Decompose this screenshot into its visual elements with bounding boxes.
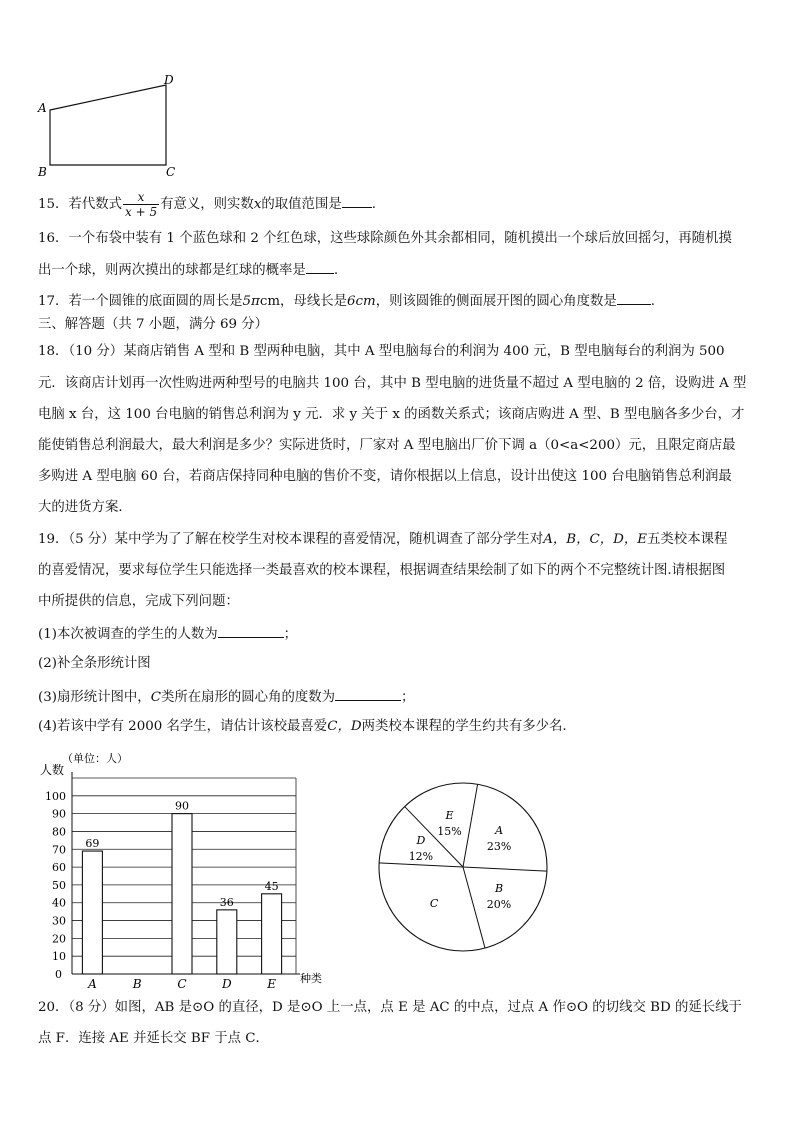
bar-category-label: B xyxy=(132,977,142,990)
bar-xlabel: 种类 xyxy=(300,972,322,985)
bar-category-label: A xyxy=(88,977,97,990)
bar-category-label: D xyxy=(221,977,232,990)
vertex-a-label: A xyxy=(38,101,47,115)
bar-c xyxy=(172,814,192,974)
q17-slant: 6cm xyxy=(347,294,376,309)
bar-d xyxy=(217,910,237,974)
question-18-line-1: 18．（10 分）某商店销售 A 型和 B 型两种电脑，其中 A 型电脑每台的利润为 400 元，B 型电脑每台的利润为 500 xyxy=(38,344,725,359)
question-18-line-2: 元．该商店计划再一次性购进两种型号的电脑共 100 台，其中 B 型电脑的进货量不超过 A 型电脑的 2 倍，设购进 A 型 xyxy=(38,376,747,391)
question-19-line-2: 的喜爱情况，要求每位学生只能选择一类最喜欢的校本课程，根据调查结果绘制了如下的两个不完整统计图.请根据图 xyxy=(38,563,726,578)
question-19-line-3: 中所提供的信息，完成下列问题： xyxy=(38,594,239,609)
q19-sub4c: 两类校本课程的学生约共有多少名. xyxy=(361,719,567,734)
quadrilateral-shape xyxy=(50,85,166,165)
q17-answer-blank[interactable] xyxy=(617,290,651,305)
vertex-c-label: C xyxy=(166,165,176,179)
bar-ytick-label: 40 xyxy=(52,896,66,910)
question-18-line-4: 能使销售总利润最大，最大利润是多少？实际进货时，厂家对 A 型电脑出厂价下调 a（0<a<200）元，且限定商店最 xyxy=(38,438,736,453)
q19-sub4b: C，D xyxy=(327,719,362,734)
q15-end: . xyxy=(371,197,376,212)
q17-mid: ，母线长是 xyxy=(280,294,347,309)
question-18-line-6: 大的进货方案． xyxy=(38,500,132,515)
quadrilateral-figure xyxy=(30,72,190,182)
bar-ytick-label: 60 xyxy=(52,861,66,875)
question-17 xyxy=(38,290,655,312)
bar-value-label: 45 xyxy=(264,879,279,893)
bar-ytick-label: 70 xyxy=(52,843,66,857)
q15-answer-blank[interactable] xyxy=(342,193,372,208)
bar-chart xyxy=(30,750,350,990)
question-15 xyxy=(38,190,376,219)
q19-sub3c: 类所在扇形的圆心角的度数为 xyxy=(160,690,336,705)
bar-ytick-label: 80 xyxy=(52,825,66,839)
bar-ytick-label: 20 xyxy=(52,932,66,946)
q16-answer-blank[interactable] xyxy=(306,259,334,274)
q19-line1a: 19．（5 分）某中学为了了解在校学生对校本课程的喜爱情况，随机调查了部分学生对 xyxy=(38,532,544,547)
bar-value-label: 90 xyxy=(175,799,189,813)
q19-subquestion-3 xyxy=(38,686,414,708)
bar-value-label: 69 xyxy=(85,837,100,851)
question-20-line-1: 20．（8 分）如图，AB 是⊙O 的直径，D 是⊙O 上一点，点 E 是 AC 的中点，过点 A 作⊙O 的切线交 BD 的延长线于 xyxy=(38,1000,742,1015)
pie-slice-label-a: A xyxy=(495,824,504,838)
pie-slice-pct-e: 15% xyxy=(437,824,462,838)
q19-sub1-blank[interactable] xyxy=(218,623,284,638)
bar-ytick-label: 30 xyxy=(52,914,66,928)
q19-line1c: 五类校本课程 xyxy=(647,532,728,547)
q19-subquestion-2: (2)补全条形统计图 xyxy=(38,656,151,671)
bar-unit-label: （单位：人） xyxy=(62,752,128,765)
q15-mid: 有意义，则实数 xyxy=(160,197,254,212)
pie-slice-pct-b: 20% xyxy=(486,897,512,911)
bar-e xyxy=(262,894,282,974)
bar-ytick-label: 10 xyxy=(52,950,66,964)
pie-chart xyxy=(372,776,554,958)
q19-sub3a: (3)扇形统计图中， xyxy=(38,690,151,705)
q19-sub4a: (4)若该中学有 2000 名学生，请估计该校最喜爱 xyxy=(38,719,328,734)
q19-sub1-text: (1)本次被调查的学生的人数为 xyxy=(38,627,218,642)
bar-category-label: C xyxy=(177,977,187,990)
q17-unit: cm xyxy=(259,294,281,309)
q19-sub1-end: ； xyxy=(283,627,298,642)
pie-slice-label-b: B xyxy=(494,881,504,895)
q19-categories: A，B，C，D，E xyxy=(543,532,648,547)
q17-circumference: 5π xyxy=(242,294,260,309)
q19-sub3-blank[interactable] xyxy=(335,686,401,701)
q15-prefix: 15．若代数式 xyxy=(38,197,122,212)
q15-frac-den: x + 5 xyxy=(125,205,158,219)
q17-suffix: ，则该圆锥的侧面展开图的圆心角度数是 xyxy=(375,294,617,309)
q15-suffix: 的取值范围是 xyxy=(261,197,342,212)
pie-slice-pct-a: 23% xyxy=(486,840,512,854)
vertex-b-label: B xyxy=(38,165,47,179)
q15-frac-num: x xyxy=(123,190,159,205)
q16-text: 出一个球，则两次摸出的球都是红球的概率是 xyxy=(38,263,306,278)
pie-slice-label-d: D xyxy=(416,833,426,847)
bar-ytick-label: 90 xyxy=(52,807,66,821)
bar-value-label: 36 xyxy=(219,895,234,909)
pie-slice-pct-d: 12% xyxy=(408,849,434,863)
bar-ytick-label: 100 xyxy=(45,789,66,803)
bar-origin-label: 0 xyxy=(55,968,62,981)
pie-slice-label-c: C xyxy=(429,897,439,911)
question-19-line-1 xyxy=(38,530,727,550)
question-16-line-2 xyxy=(38,259,338,281)
question-18-line-5: 多购进 A 型电脑 60 台，若商店保持同种电脑的售价不变，请你根据以上信息，设计出使这 100 台电脑销售总利润最 xyxy=(38,469,732,484)
q19-subquestion-4 xyxy=(38,717,567,737)
q19-sub3-end: ； xyxy=(401,690,415,705)
q17-end: . xyxy=(650,294,656,309)
q19-subquestion-1 xyxy=(38,623,297,645)
q15-fraction xyxy=(123,190,159,219)
bar-ylabel: 人数 xyxy=(40,763,65,777)
question-20-line-2: 点 F．连接 AE 并延长交 BF 于点 C． xyxy=(38,1031,269,1046)
bar-category-label: E xyxy=(267,977,276,990)
question-16-line-1: 16．一个布袋中装有 1 个蓝色球和 2 个红色球，这些球除颜色外其余都相同，随机摸出一个球后放回摇匀，再随机摸 xyxy=(38,231,732,246)
section-3-heading: 三、解答题（共 7 小题，满分 69 分） xyxy=(38,317,269,332)
bar-ytick-label: 50 xyxy=(52,878,66,892)
question-18-line-3: 电脑 x 台，这 100 台电脑的销售总利润为 y 元．求 y 关于 x 的函数关系式；该商店购进 A 型、B 型电脑各多少台，才 xyxy=(38,407,745,422)
q15-var: x xyxy=(253,197,262,212)
vertex-d-label: D xyxy=(164,73,174,87)
q16-end: . xyxy=(333,263,339,278)
pie-slice-label-e: E xyxy=(445,808,454,822)
q17-prefix: 17．若一个圆锥的底面圆的周长是 xyxy=(38,294,243,309)
bar-a xyxy=(82,851,102,974)
q19-sub3b: C xyxy=(150,690,161,705)
